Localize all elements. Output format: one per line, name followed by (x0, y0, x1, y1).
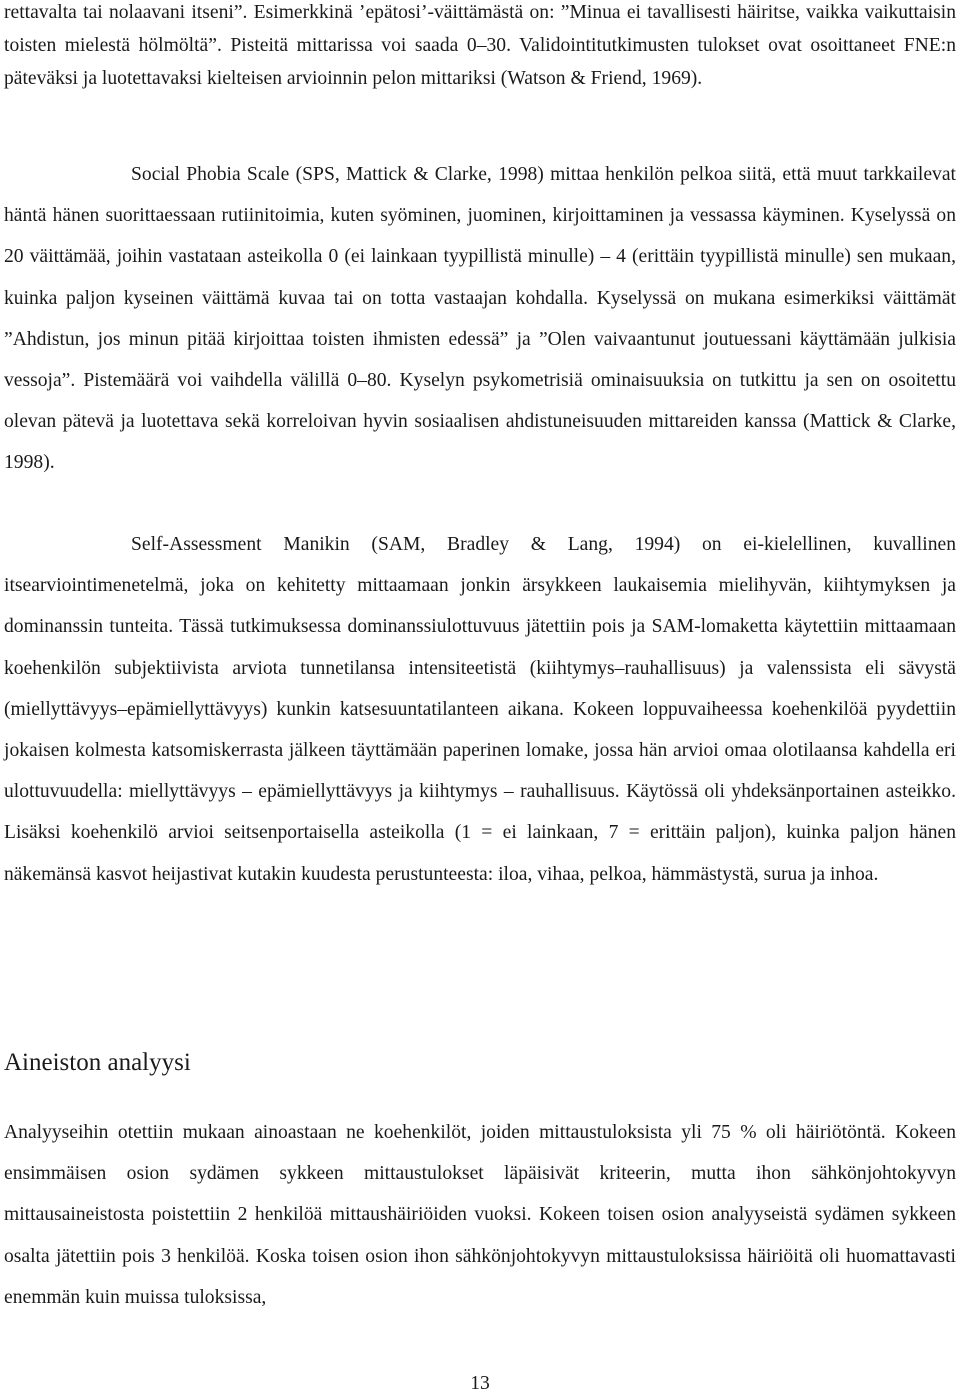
page-number: 13 (470, 1373, 490, 1394)
paragraph-sam-text: Self-Assessment Manikin (SAM, Bradley & Lang, 1994) on ei-kielellinen, kuvallinen itsearviointimenetelmä, joka on kehitetty mittaamaan jonkin ärsykkeen laukaisemia mielihyvän, kiihtymyksen ja dominanssin tunteita. Tässä tutkimuksessa dominanssiulottuvuus jätettiin pois ja SAM-lomaketta käytettiin mittaamaan koehenkilön subjektiivista arviota tunnetilansa intensiteetistä (kiihtymys–rauhallisuus) ja valenssista eli sävystä (miellyttävyys–epämiellyttävyys) kunkin katsesuuntatilanteen aikana. Kokeen loppuvaiheessa koehenkilöä pyydettiin jokaisen kolmesta katsomiskerrasta jälkeen täyttämään paperinen lomake, jossa hän arvioi omaa olotilaansa kahdella eri ulottuvuudella: miellyttävyys – epämiellyttävyys ja kiihtymys – rauhallisuus. Käytössä oli yhdeksänportainen asteikko. Lisäksi koehenkilö arvioi seitsenportaisella asteikolla (1 = ei lainkaan, 7 = erittäin paljon), kuinka paljon hänen näkemänsä kasvot heijastivat kutakin kuudesta perustunteesta: iloa, vihaa, pelkoa, hämmästystä, surua ja inhoa. (4, 534, 956, 885)
section-heading: Aineiston analyysi (4, 1049, 191, 1076)
paragraph-fne-continuation (4, 0, 956, 95)
paragraph-analysis (4, 1112, 956, 1318)
paragraph-sam (4, 524, 956, 895)
paragraph-sps (4, 154, 956, 484)
paragraph-analysis-text: Analyyseihin otettiin mukaan ainoastaan ne koehenkilöt, joiden mittaustuloksista yli 75 % oli häiriötöntä. Kokeen ensimmäisen osion sydämen sykkeen mittaustulokset läpäisivät kriteerin, mutta ihon sähkönjohtokyvyn mittausaineistosta poistettiin 2 henkilöä mittaushäiriöiden vuoksi. Kokeen toisen osion analyyseistä sydämen sykkeen osalta jätettiin pois 3 henkilöä. Koska toisen osion ihon sähkönjohtokyvyn mittaustuloksissa häiriöitä oli huomattavasti enemmän kuin muissa tuloksissa, (4, 1122, 956, 1308)
paragraph-fne-text: rettavalta tai nolaavani itseni”. Esimerkkinä ’epätosi’-väittämästä on: ”Minua ei tavallisesti häiritse, vaikka vaikuttaisin toisten mielestä hölmöltä”. Pisteitä mittarissa voi saada 0–30. Validointitutkimusten tulokset ovat osoittaneet FNE:n päteväksi ja luotettavaksi kielteisen arvioinnin pelon mittariksi (Watson & Friend, 1969). (4, 2, 956, 89)
paragraph-sps-text: Social Phobia Scale (SPS, Mattick & Clarke, 1998) mittaa henkilön pelkoa siitä, että muut tarkkailevat häntä hänen suorittaessaan rutiinitoimia, kuten syöminen, juominen, kirjoittaminen ja vessassa käyminen. Kyselyssä on 20 väittämää, joihin vastataan asteikolla 0 (ei lainkaan tyypillistä minulle) – 4 (erittäin tyypillistä minulle) sen mukaan, kuinka paljon kyseinen väittämä kuvaa tai on totta vastaajan kohdalla. Kyselyssä on mukana esimerkiksi väittämät ”Ahdistun, jos minun pitää kirjoittaa toisten ihmisten edessä” ja ”Olen vaivaantunut joutuessani käyttämään julkisia vessoja”. Pistemäärä voi vaihdella välillä 0–80. Kyselyn psykometrisiä ominaisuuksia on tutkittu ja sen on osoitettu olevan pätevä ja luotettava sekä korreloivan hyvin sosiaalisen ahdistuneisuuden mittareiden kanssa (Mattick & Clarke, 1998). (4, 164, 956, 474)
